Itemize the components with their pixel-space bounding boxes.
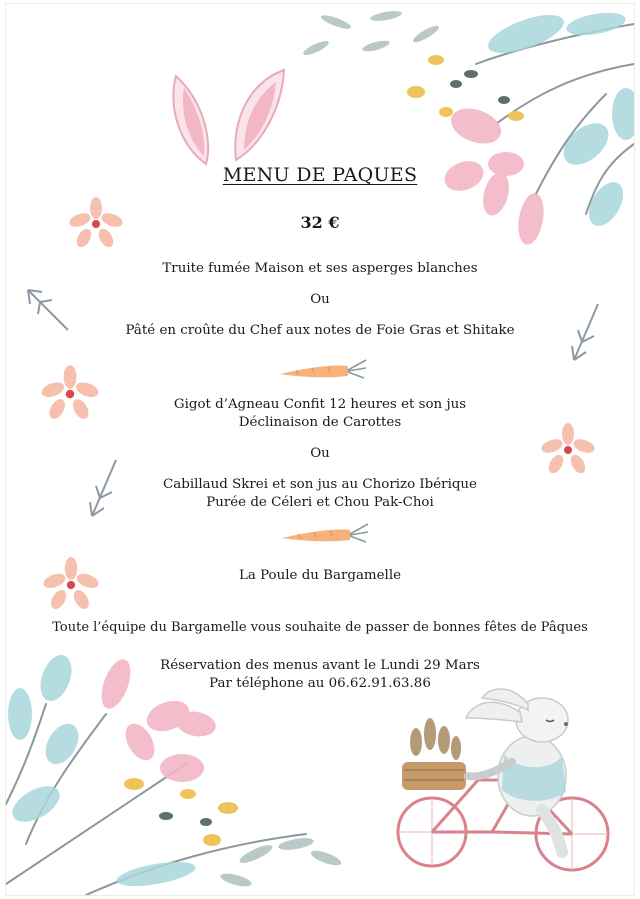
reservation-deadline: Réservation des menus avant le Lundi 29 Mars bbox=[160, 658, 480, 673]
wishes-message: Toute l’équipe du Bargamelle vous souhaite de passer de bonnes fêtes de Pâques bbox=[52, 620, 588, 635]
or-separator: Ou bbox=[310, 292, 330, 307]
main-option-1-line-2: Déclinaison de Carottes bbox=[238, 415, 402, 430]
or-separator: Ou bbox=[310, 446, 330, 461]
main-option-1-line-1: Gigot d’Agneau Confit 12 heures et son jus bbox=[173, 397, 467, 412]
pink-flower-icon bbox=[42, 556, 100, 614]
bunny-ears-illustration bbox=[166, 64, 296, 174]
menu-page bbox=[6, 4, 634, 895]
menu-title: MENU DE PAQUES bbox=[222, 164, 418, 186]
dessert: La Poule du Bargamelle bbox=[238, 568, 402, 583]
main-option-2-line-1: Cabillaud Skrei et son jus au Chorizo Ibérique bbox=[163, 477, 477, 492]
reservation-phone: Par téléphone au 06.62.91.63.86 bbox=[209, 676, 431, 691]
starter-option-2: Pâté en croûte du Chef aux notes de Foie Gras et Shitake bbox=[125, 323, 515, 338]
carrot-icon bbox=[276, 354, 368, 384]
carrot-icon bbox=[278, 518, 370, 548]
menu-price: 32 € bbox=[300, 213, 340, 232]
bunny-on-bicycle-illustration bbox=[382, 684, 622, 884]
starter-option-1: Truite fumée Maison et ses asperges blanches bbox=[162, 261, 478, 276]
main-option-2-line-2: Purée de Céleri et Chou Pak-Choi bbox=[206, 495, 434, 510]
